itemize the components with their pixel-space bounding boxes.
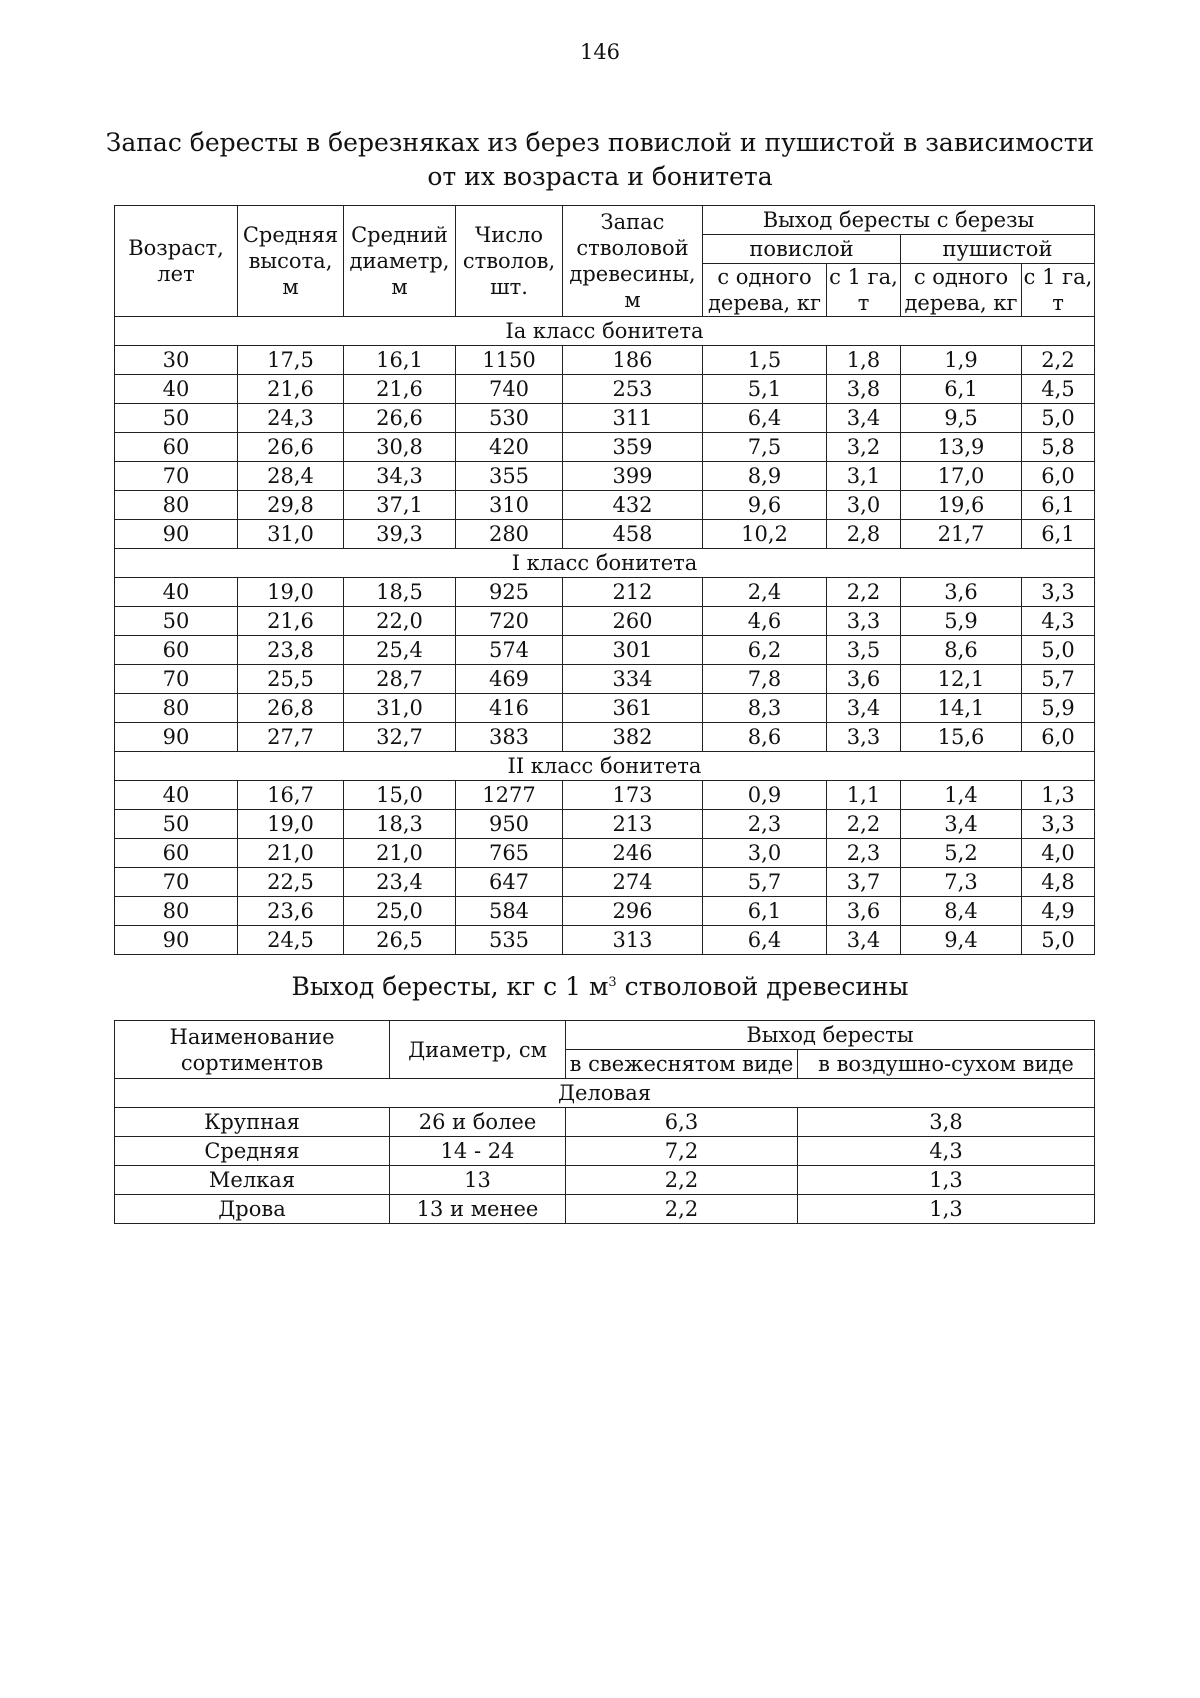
table-cell: 90 [115, 723, 238, 752]
table-cell: 3,4 [901, 810, 1022, 839]
table-cell: 4,8 [1022, 868, 1095, 897]
section-label: I класс бонитета [115, 549, 1095, 578]
table-cell: 1277 [456, 781, 563, 810]
table-row [115, 433, 1095, 462]
table-cell: 16,1 [344, 346, 456, 375]
table-cell: 1,9 [901, 346, 1022, 375]
table-cell: 23,6 [238, 897, 344, 926]
table-row [115, 839, 1095, 868]
table-cell: 26,8 [238, 694, 344, 723]
table-cell: 1,3 [1022, 781, 1095, 810]
table-cell: 2,4 [703, 578, 827, 607]
table-cell: 311 [563, 404, 703, 433]
table-cell: 6,1 [703, 897, 827, 926]
table-cell: 0,9 [703, 781, 827, 810]
table-cell: 383 [456, 723, 563, 752]
table-cell: 6,0 [1022, 462, 1095, 491]
table-row [115, 607, 1095, 636]
table-cell: 5,9 [1022, 694, 1095, 723]
table-cell: 458 [563, 520, 703, 549]
table-row [115, 346, 1095, 375]
table-cell: 334 [563, 665, 703, 694]
table-cell: 90 [115, 926, 238, 955]
table-cell: 40 [115, 781, 238, 810]
table-cell: 15,6 [901, 723, 1022, 752]
table-cell: 1,4 [901, 781, 1022, 810]
table-cell: 359 [563, 433, 703, 462]
table1-title-line2: от их возраста и бонитета [427, 162, 773, 191]
section-label: Ia класс бонитета [115, 317, 1095, 346]
table-cell: 1150 [456, 346, 563, 375]
header-age: Возраст, лет [115, 206, 238, 317]
table-row [115, 723, 1095, 752]
table-cell: 5,8 [1022, 433, 1095, 462]
table-cell: 5,0 [1022, 926, 1095, 955]
table-cell: 21,0 [344, 839, 456, 868]
table-cell: 2,3 [703, 810, 827, 839]
table-cell: 530 [456, 404, 563, 433]
table-cell: 6,0 [1022, 723, 1095, 752]
table2-title: Выход бересты, кг с 1 $м^3$ стволовой древесины [291, 972, 909, 1001]
table-cell: 2,2 [1022, 346, 1095, 375]
table-row [115, 1166, 1095, 1195]
header-pendula-per-ha: с 1 га, т [827, 264, 901, 317]
section-row [115, 1079, 1095, 1108]
table-cell: 17,0 [901, 462, 1022, 491]
table-row [115, 897, 1095, 926]
table-row [115, 636, 1095, 665]
table-cell: 6,4 [703, 404, 827, 433]
table-cell: 7,5 [703, 433, 827, 462]
table-cell: 13 [390, 1166, 566, 1195]
table-cell: 2,3 [827, 839, 901, 868]
table-cell: 3,3 [827, 723, 901, 752]
table-row [115, 810, 1095, 839]
table-cell: 5,0 [1022, 636, 1095, 665]
table-row [115, 375, 1095, 404]
table-cell: 25,4 [344, 636, 456, 665]
section-label: II класс бонитета [115, 752, 1095, 781]
table-cell: 32,7 [344, 723, 456, 752]
table-cell: 80 [115, 897, 238, 926]
table-cell: Крупная [115, 1108, 390, 1137]
table-cell: 23,8 [238, 636, 344, 665]
table-cell: 186 [563, 346, 703, 375]
table-cell: 212 [563, 578, 703, 607]
table-cell: 925 [456, 578, 563, 607]
table-cell: 13,9 [901, 433, 1022, 462]
table-cell: 26,6 [344, 404, 456, 433]
table-cell: 260 [563, 607, 703, 636]
table-cell: 1,3 [798, 1195, 1095, 1224]
table-cell: 469 [456, 665, 563, 694]
header-dry: в воздушно-сухом виде [798, 1050, 1095, 1079]
table-cell: 23,4 [344, 868, 456, 897]
table-cell: 9,6 [703, 491, 827, 520]
table-cell: 3,4 [827, 926, 901, 955]
table-cell: 2,2 [827, 578, 901, 607]
header-pubescens: пушистой [901, 235, 1095, 264]
section-row [115, 317, 1095, 346]
table-cell: 26,5 [344, 926, 456, 955]
header-bark-yield: Выход бересты [566, 1021, 1095, 1050]
table-row [115, 1137, 1095, 1166]
table-cell: 361 [563, 694, 703, 723]
table-cell: 50 [115, 607, 238, 636]
table-cell: 950 [456, 810, 563, 839]
table-cell: 24,3 [238, 404, 344, 433]
table-cell: 8,4 [901, 897, 1022, 926]
table-cell: 7,8 [703, 665, 827, 694]
table-cell: 3,2 [827, 433, 901, 462]
table-cell: 37,1 [344, 491, 456, 520]
table-cell: 280 [456, 520, 563, 549]
table-cell: 6,4 [703, 926, 827, 955]
table-cell: 3,3 [827, 607, 901, 636]
section-row [115, 549, 1095, 578]
table-row [115, 578, 1095, 607]
table-cell: 3,7 [827, 868, 901, 897]
table-row [115, 462, 1095, 491]
table-cell: 9,5 [901, 404, 1022, 433]
header-yield-group: Выход бересты с березы [703, 206, 1095, 235]
table-cell: 60 [115, 433, 238, 462]
table-row [115, 926, 1095, 955]
table-cell: 70 [115, 665, 238, 694]
table-cell: 4,3 [798, 1137, 1095, 1166]
table-row [115, 694, 1095, 723]
table-cell: 416 [456, 694, 563, 723]
table-cell: 5,0 [1022, 404, 1095, 433]
table-cell: Дрова [115, 1195, 390, 1224]
table-row [115, 491, 1095, 520]
table-cell: 432 [563, 491, 703, 520]
table-cell: 3,1 [827, 462, 901, 491]
table-cell: 246 [563, 839, 703, 868]
table-cell: 3,4 [827, 694, 901, 723]
table-cell: 8,6 [901, 636, 1022, 665]
table-cell: 253 [563, 375, 703, 404]
table-cell: 5,2 [901, 839, 1022, 868]
table-cell: 3,4 [827, 404, 901, 433]
table-cell: 10,2 [703, 520, 827, 549]
table-cell: 22,0 [344, 607, 456, 636]
header-stock: Запас стволовой древесины, м [563, 206, 703, 317]
table-cell: 3,3 [1022, 810, 1095, 839]
table-cell: 535 [456, 926, 563, 955]
header-assortment-name: Наименование сортиментов [115, 1021, 390, 1079]
table-cell: 34,3 [344, 462, 456, 491]
table-cell: 14 - 24 [390, 1137, 566, 1166]
table-row [115, 665, 1095, 694]
table-row [115, 520, 1095, 549]
table-cell: 5,7 [703, 868, 827, 897]
table-cell: 301 [563, 636, 703, 665]
table-cell: 29,8 [238, 491, 344, 520]
table-cell: 574 [456, 636, 563, 665]
table-cell: 19,6 [901, 491, 1022, 520]
table-cell: 12,1 [901, 665, 1022, 694]
table-cell: 15,0 [344, 781, 456, 810]
table-cell: 3,6 [901, 578, 1022, 607]
table-cell: 740 [456, 375, 563, 404]
table1-body [115, 317, 1095, 955]
table-cell: 5,7 [1022, 665, 1095, 694]
table-cell: 60 [115, 636, 238, 665]
table-cell: 7,3 [901, 868, 1022, 897]
table-cell: 4,9 [1022, 897, 1095, 926]
table-cell: 21,6 [238, 607, 344, 636]
table-cell: 40 [115, 578, 238, 607]
table-cell: 3,6 [827, 897, 901, 926]
table-cell: 2,2 [827, 810, 901, 839]
table-cell: Мелкая [115, 1166, 390, 1195]
table-cell: 28,4 [238, 462, 344, 491]
table-cell: 3,5 [827, 636, 901, 665]
table-cell: 28,7 [344, 665, 456, 694]
table-cell: 30 [115, 346, 238, 375]
table-cell: 17,5 [238, 346, 344, 375]
table-row [115, 1195, 1095, 1224]
table-cell: 26 и более [390, 1108, 566, 1137]
table-cell: 4,3 [1022, 607, 1095, 636]
table-cell: 26,6 [238, 433, 344, 462]
header-stems: Число стволов, шт. [456, 206, 563, 317]
table-row [115, 404, 1095, 433]
table-cell: 2,8 [827, 520, 901, 549]
table-cell: 765 [456, 839, 563, 868]
table-cell: 90 [115, 520, 238, 549]
table-cell: 213 [563, 810, 703, 839]
table-cell: 18,3 [344, 810, 456, 839]
table-cell: 8,9 [703, 462, 827, 491]
table-cell: 5,9 [901, 607, 1022, 636]
table-cell: 31,0 [344, 694, 456, 723]
table-cell: 6,1 [1022, 491, 1095, 520]
table-cell: Средняя [115, 1137, 390, 1166]
page-number: 146 [579, 40, 621, 64]
table1-title-line1: Запас бересты в березняках из берез повислой и пушистой в зависимости [105, 128, 1095, 157]
table-cell: 24,5 [238, 926, 344, 955]
table-cell: 8,6 [703, 723, 827, 752]
table-cell: 274 [563, 868, 703, 897]
table-cell: 4,5 [1022, 375, 1095, 404]
table-cell: 3,0 [827, 491, 901, 520]
table-cell: 3,3 [1022, 578, 1095, 607]
table-cell: 50 [115, 810, 238, 839]
table-cell: 21,0 [238, 839, 344, 868]
header-pubescens-per-ha: с 1 га, т [1022, 264, 1095, 317]
table-cell: 9,4 [901, 926, 1022, 955]
table-cell: 3,6 [827, 665, 901, 694]
table-cell: 3,0 [703, 839, 827, 868]
table-cell: 399 [563, 462, 703, 491]
table-cell: 310 [456, 491, 563, 520]
table-row [115, 781, 1095, 810]
table-cell: 70 [115, 462, 238, 491]
birch-bark-yield-table [114, 1020, 1095, 1224]
table-cell: 25,0 [344, 897, 456, 926]
header-height: Средняя высота, м [238, 206, 344, 317]
table-cell: 40 [115, 375, 238, 404]
table-cell: 80 [115, 694, 238, 723]
table-cell: 1,3 [798, 1166, 1095, 1195]
birch-bark-stock-table [114, 205, 1095, 955]
table-cell: 5,1 [703, 375, 827, 404]
table-cell: 355 [456, 462, 563, 491]
table-cell: 80 [115, 491, 238, 520]
table-cell: 25,5 [238, 665, 344, 694]
table-cell: 50 [115, 404, 238, 433]
table-cell: 13 и менее [390, 1195, 566, 1224]
table-cell: 18,5 [344, 578, 456, 607]
header-assortment-diameter: Диаметр, см [390, 1021, 566, 1079]
table-cell: 720 [456, 607, 563, 636]
table-cell: 420 [456, 433, 563, 462]
table-cell: 1,8 [827, 346, 901, 375]
table-cell: 1,5 [703, 346, 827, 375]
table-cell: 2,2 [566, 1195, 798, 1224]
table-cell: 313 [563, 926, 703, 955]
table-cell: 382 [563, 723, 703, 752]
table-cell: 30,8 [344, 433, 456, 462]
table-cell: 6,1 [901, 375, 1022, 404]
table-cell: 1,1 [827, 781, 901, 810]
table-cell: 296 [563, 897, 703, 926]
table-cell: 21,6 [344, 375, 456, 404]
table-cell: 647 [456, 868, 563, 897]
table-cell: 14,1 [901, 694, 1022, 723]
table-cell: 4,0 [1022, 839, 1095, 868]
table-cell: 8,3 [703, 694, 827, 723]
table-cell: 173 [563, 781, 703, 810]
table-cell: 19,0 [238, 810, 344, 839]
table-cell: 6,3 [566, 1108, 798, 1137]
table-cell: 2,2 [566, 1166, 798, 1195]
table-cell: 21,7 [901, 520, 1022, 549]
table-cell: 3,8 [798, 1108, 1095, 1137]
table-cell: 584 [456, 897, 563, 926]
header-diameter: Средний диаметр, м [344, 206, 456, 317]
table-cell: 4,6 [703, 607, 827, 636]
table-cell: 16,7 [238, 781, 344, 810]
table1-title [0, 126, 1200, 194]
table-cell: 6,2 [703, 636, 827, 665]
table-row [115, 1108, 1095, 1137]
table2-body [115, 1079, 1095, 1224]
table-cell: 3,8 [827, 375, 901, 404]
table-cell: 22,5 [238, 868, 344, 897]
table-cell: 31,0 [238, 520, 344, 549]
header-pendula-per-tree: с одного дерева, кг [703, 264, 827, 317]
section-row [115, 752, 1095, 781]
table-cell: 70 [115, 868, 238, 897]
section-label: Деловая [115, 1079, 1095, 1108]
table-cell: 6,1 [1022, 520, 1095, 549]
header-pendula: повислой [703, 235, 901, 264]
table-cell: 19,0 [238, 578, 344, 607]
table-row [115, 868, 1095, 897]
table-cell: 39,3 [344, 520, 456, 549]
table-cell: 7,2 [566, 1137, 798, 1166]
table-cell: 21,6 [238, 375, 344, 404]
header-pubescens-per-tree: с одного дерева, кг [901, 264, 1022, 317]
table-cell: 60 [115, 839, 238, 868]
table-cell: 27,7 [238, 723, 344, 752]
header-fresh: в свежеснятом виде [566, 1050, 798, 1079]
